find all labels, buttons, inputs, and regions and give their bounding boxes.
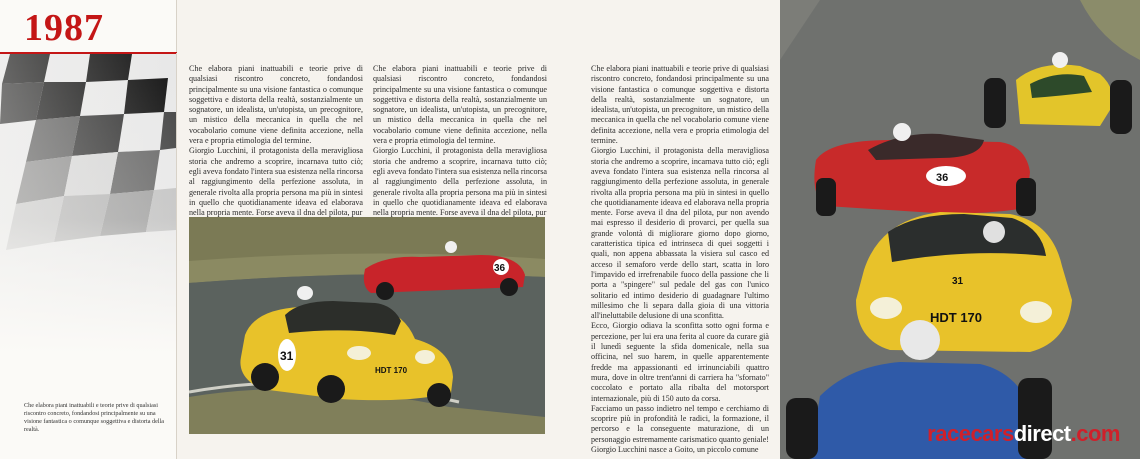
watermark-part-a: racecars	[927, 421, 1014, 446]
race-photo-lotus-elan	[189, 217, 545, 434]
paragraph: Giorgio Lucchini, il protagonista della meravigliosa storia che andremo a scoprire, incarnava tutto ciò; egli aveva fondato l'intera sua esistenza nella rincorsa al raggiungimento della perfezione assoluta, in generale rivolta alla propria persona ma più in sintesi in quello che quotidianamente ideava ed elaborava nella propria mente. Forse aveva il dna del pilota, pur	[189, 146, 363, 218]
year-heading: 1987	[24, 7, 104, 49]
paragraph: Che elabora piani inattuabili e teorie prive di qualsiasi riscontro concreto, fondandosi principalmente su una visione fantastica o comunque soggettiva e distorta della realtà, sostanzialmente un sognatore, un idealista, un'utopista, un precognitore, un mistico della meccanica in quella che nel vocabolario comune viene definita accezione, nella vera e propria etimologia del termine.	[591, 64, 769, 146]
watermark-part-c: .com	[1070, 421, 1120, 446]
paragraph: Giorgio Lucchini nasce a Goito, un piccolo comune	[591, 444, 759, 454]
yellow-car-number-2: 31	[952, 276, 964, 287]
paragraph: Facciamo un passo indietro nel tempo e cerchiamo di scoprire più in profondità le radici, la formazione, il percorso e la conseguente maturazione, di un personaggio estremamente carismatico quanto geniale!	[591, 403, 769, 444]
text-column-1	[189, 64, 363, 218]
paragraph: Che elabora piani inattuabili e teorie prive di qualsiasi riscontro concreto, fondandosi principalmente su una visione fantastica o comunque soggettiva e distorta della realtà, sostanzialmente un sognatore, un idealista, un'utopista, un precognitore, un mistico della meccanica in quella che nel vocabolario comune viene definita accezione, nella vera e propria etimologia del termine.	[189, 64, 363, 146]
race-photo-pack	[780, 0, 1140, 459]
yellow-car-plate: HDT 170	[375, 366, 408, 375]
photo-caption: Che elabora piani inattuabili e teorie prive di qualsiasi riscontro concreto, fondandosi principalmente su una visione fantastica o comunque soggettiva e distorta della realtà.	[24, 402, 165, 433]
yellow-lotus-car	[856, 212, 1072, 352]
red-car-number-2: 36	[936, 172, 949, 184]
left-page	[0, 0, 177, 459]
yellow-car-plate-2: HDT 170	[930, 310, 983, 325]
checkered-flag-image	[0, 54, 176, 354]
watermark-part-b: direct	[1013, 421, 1071, 446]
paragraph: Giorgio Lucchini, il protagonista della meravigliosa storia che andremo a scoprire, incarnava tutto ciò; egli aveva fondato l'intera sua esistenza nella rincorsa al raggiungimento della perfezione assoluta, in generale rivolta alla propria persona ma più in sintesi in quello che quotidianamente ideava ed elaborava nella propria mente. Forse aveva il dna del pilota, pur	[373, 146, 547, 218]
yellow-car-number: 31	[280, 349, 294, 363]
text-column-2	[373, 64, 547, 218]
watermark-logo	[927, 421, 1120, 447]
paragraph: Ecco, Giorgio odiava la sconfitta sotto ogni forma e percezione, per lui era una ferita al cuore da curare già il lunedì seguente la sfida domenicale, nella sua officina, nel suo harem, in quelle apparentemente fredde ma appassionanti ed irrinunciabili quattro mura, dove in oltre trent'anni di carriera ha "sfornato" coccolato e portato alla ribalta del motorsport internazionale, più di 150 auto da corsa.	[591, 321, 769, 403]
paragraph: Giorgio Lucchini, il protagonista della meravigliosa storia che andremo a scoprire, incarnava tutto ciò; egli aveva fondato l'intera sua esistenza nella rincorsa al raggiungimento della perfezione assoluta, in generale rivolta alla propria persona ma più in sintesi in quello che quotidianamente ideava ed elaborava nella propria mente. Forse aveva il dna del pilota, pur non avendo mai espresso il desiderio di provarci, per quella sua grande volontà di migliorare giorno dopo giorno, caratteristica tipica ed intrinseca di quei soggetti i quali, non appena abbassata la visiera sul casco ed acceso il semaforo verde dello start, scatta in loro l'impavido ed irrefrenabile fuoco della passione che li porta a "spingere" sul pedale del gas con l'unico solitario ed intimo desiderio di guadagnare l'ultimo millesimo che li separa dalla gioia di una vittoria all'ineluttabile delusione di una sconfitta.	[591, 146, 769, 321]
red-car-number: 36	[494, 263, 506, 274]
paragraph: Che elabora piani inattuabili e teorie prive di qualsiasi riscontro concreto, fondandosi principalmente su una visione fantastica o comunque soggettiva e distorta della realtà, sostanzialmente un sognatore, un idealista, un'utopista, un precognitore, un mistico della meccanica in quella che nel vocabolario comune viene definita accezione, nella vera e propria etimologia del termine.	[373, 64, 547, 146]
text-column-3	[591, 64, 769, 455]
